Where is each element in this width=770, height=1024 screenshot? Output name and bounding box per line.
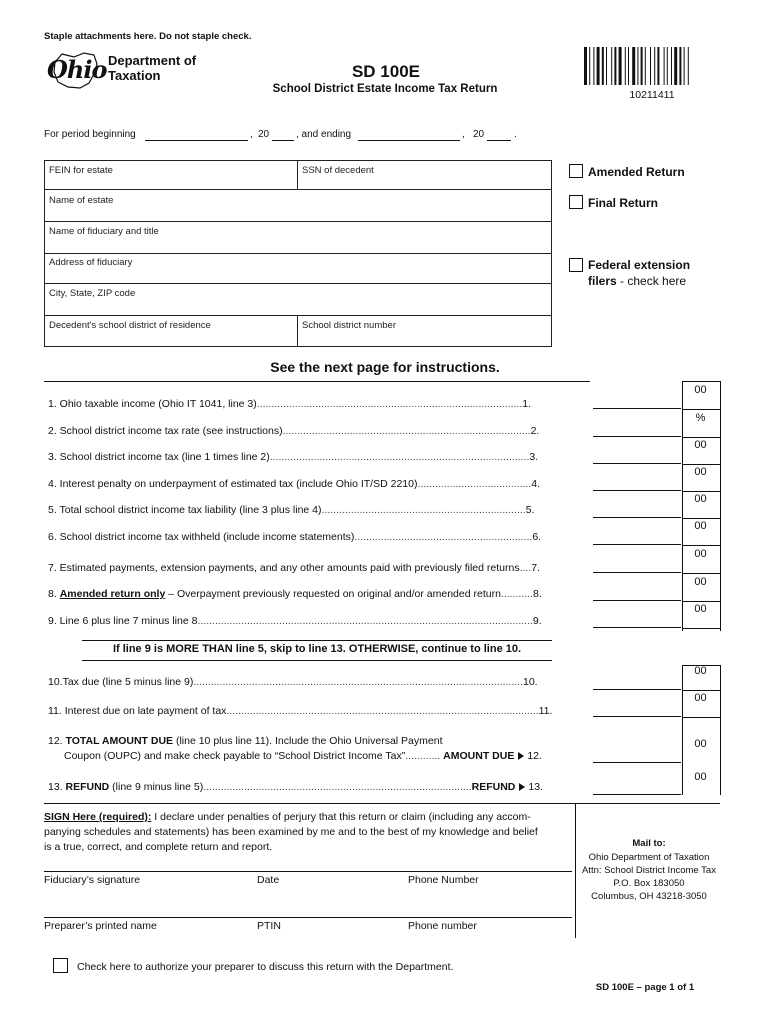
line-description: 11. Interest due on late payment of tax xyxy=(48,705,227,717)
ssn-label: SSN of decedent xyxy=(302,165,374,176)
cents-suffix: 00 xyxy=(694,384,707,396)
sign-here-heading: SIGN Here (required): xyxy=(44,811,152,823)
leader-dots: ............................................................. xyxy=(354,531,533,543)
amount-underline xyxy=(593,716,681,717)
line-description: 10.Tax due (line 5 minus line 9) xyxy=(48,676,194,688)
period-comma: , xyxy=(462,129,465,140)
cents-suffix: 00 xyxy=(694,466,707,478)
amount-underline xyxy=(593,762,681,763)
line-ref: 2. xyxy=(530,425,540,437)
line-12-text-2 xyxy=(64,750,594,762)
amount-underline xyxy=(593,627,681,628)
barcode-bar xyxy=(684,47,685,85)
barcode-bar xyxy=(664,47,665,85)
line-description: 5. Total school district income tax liability (line 3 plus line 4) xyxy=(48,504,322,516)
cents-suffix: 00 xyxy=(694,771,707,783)
cents-divider xyxy=(682,491,720,492)
leader-dots: ......................................................................................... xyxy=(269,451,530,463)
amended-return-only-text: Amended return only xyxy=(59,588,166,600)
barcode-bar xyxy=(597,47,600,85)
barcode-bar xyxy=(584,47,587,85)
federal-extension-label: Federal extension xyxy=(588,258,691,272)
line-item xyxy=(48,615,588,627)
staple-note: Staple attachments here. Do not staple check. xyxy=(44,31,252,42)
barcode-bar xyxy=(632,47,635,85)
ohio-logo xyxy=(44,50,107,92)
signature-declaration xyxy=(44,810,572,855)
barcode-bar xyxy=(602,47,604,85)
cents-suffix: 00 xyxy=(694,548,707,560)
and-ending-label: , and ending xyxy=(296,129,352,140)
divider xyxy=(82,660,552,661)
line-ref: 5. xyxy=(525,504,535,516)
barcode-bar xyxy=(628,47,629,85)
logo-text: Ohio xyxy=(47,55,107,84)
line-12-ref: 12. xyxy=(527,750,542,762)
line-13-number: 13. xyxy=(48,781,66,793)
fiduciary-name-label: Name of fiduciary and title xyxy=(49,226,159,237)
line-description: 7. Estimated payments, extension payments, and any other amounts paid with previously filed returns xyxy=(48,562,520,574)
line-ref: 3. xyxy=(529,451,539,463)
phone-number-label: Phone Number xyxy=(408,874,479,886)
line-item xyxy=(48,478,588,490)
period-begin-field[interactable] xyxy=(145,140,248,141)
line-item xyxy=(48,588,588,600)
mail-line-4: Columbus, OH 43218-3050 xyxy=(591,891,707,902)
cents-divider xyxy=(682,545,720,546)
line-ref: 4. xyxy=(531,478,541,490)
line-item xyxy=(48,398,588,410)
preparer-name-field[interactable] xyxy=(44,917,572,918)
amount-underline xyxy=(593,490,681,491)
barcode-bar xyxy=(679,47,681,85)
amount-underline xyxy=(593,572,681,573)
amount-underline xyxy=(593,463,681,464)
cents-divider xyxy=(682,464,720,465)
page-footer: SD 100E – page 1 of 1 xyxy=(595,982,695,993)
leader-dots: ................................................................................................................... xyxy=(197,615,533,627)
estate-name-label: Name of estate xyxy=(49,195,114,206)
line-description: 2. School district income tax rate (see instructions) xyxy=(48,425,283,437)
line-ref: 9. xyxy=(532,615,542,627)
final-return-label: Final Return xyxy=(588,196,659,210)
cents-suffix: 00 xyxy=(694,603,707,615)
mail-divider xyxy=(575,803,576,938)
amount-underline xyxy=(593,689,681,690)
line-13-text xyxy=(48,781,588,793)
amount-column-border xyxy=(720,381,721,631)
line-description: 1. Ohio taxable income (Ohio IT 1041, line 3) xyxy=(48,398,257,410)
line-ref: 1. xyxy=(522,398,531,410)
mail-line-2: Attn: School District Income Tax xyxy=(582,865,716,876)
line-description: 3. School district income tax (line 1 times line 2) xyxy=(48,451,270,463)
mail-heading: Mail to: xyxy=(632,838,666,849)
line-ref: 8. xyxy=(533,588,542,600)
cents-suffix: 00 xyxy=(694,576,707,588)
barcode-bar xyxy=(645,47,646,85)
agency-name-line2: Taxation xyxy=(108,68,161,83)
cents-suffix: 00 xyxy=(694,738,707,750)
year-prefix: 20 xyxy=(473,129,485,140)
check-here-text: - check here xyxy=(616,274,687,288)
barcode-bar xyxy=(641,47,643,85)
line-12-desc: (line 10 plus line 11). Include the Ohio Universal Payment xyxy=(173,735,443,747)
estate-name-field[interactable] xyxy=(44,189,552,222)
period-end-year-field[interactable] xyxy=(487,140,511,141)
fiduciary-address-label: Address of fiduciary xyxy=(49,257,133,268)
leader-dots: .... xyxy=(519,562,532,574)
period-end-field[interactable] xyxy=(358,140,460,141)
amount-underline xyxy=(593,600,681,601)
period-comma: , xyxy=(250,129,253,140)
barcode-bar xyxy=(593,47,594,85)
amount-underline xyxy=(593,408,681,409)
divider xyxy=(44,381,590,382)
amended-return-label: Amended Return xyxy=(588,165,685,179)
city-state-zip-label: City, State, ZIP code xyxy=(49,288,136,299)
barcode-bar xyxy=(606,47,607,85)
declaration-text: is a true, correct, and complete return and report. xyxy=(44,841,273,853)
phone-number-2-label: Phone number xyxy=(408,920,477,932)
school-district-label: Decedent's school district of residence xyxy=(49,320,211,331)
authorize-preparer-label: Check here to authorize your preparer to discuss this return with the Department. xyxy=(77,961,454,973)
federal-extension-sublabel xyxy=(588,274,686,288)
form-title: School District Estate Income Tax Return xyxy=(272,83,498,95)
instructions-note: See the next page for instructions. xyxy=(270,359,500,375)
barcode-bar xyxy=(674,47,677,85)
line-13-ref: 13. xyxy=(528,781,543,793)
cents-suffix: 00 xyxy=(694,692,707,704)
leader-dots: ........... xyxy=(500,588,534,600)
filers-text: filers xyxy=(588,274,617,288)
cents-divider xyxy=(682,717,720,718)
leader-dots: ............................................................................................ xyxy=(203,781,472,793)
cents-divider xyxy=(682,601,720,602)
line-12-desc2: Coupon (OUPC) and make check payable to “School District Income Tax” xyxy=(64,750,406,762)
fiduciary-signature-label: Fiduciary’s signature xyxy=(44,874,141,886)
cents-divider xyxy=(682,573,720,574)
cents-divider xyxy=(682,409,720,410)
barcode-bar xyxy=(619,47,622,85)
amount-underline xyxy=(593,544,681,545)
line-ref: 11. xyxy=(538,705,553,717)
line-12-number: 12. xyxy=(48,735,66,747)
amount-column-border xyxy=(720,665,721,795)
fiduciary-signature-field[interactable] xyxy=(44,871,572,872)
divider xyxy=(44,803,720,804)
barcode-bar xyxy=(654,47,655,85)
district-number-label: School district number xyxy=(302,320,396,331)
divider xyxy=(82,640,552,641)
refund-bold: REFUND xyxy=(65,781,110,793)
period-end-dot: . xyxy=(514,129,517,140)
line-description: – Overpayment previously requested on original and/or amended return xyxy=(165,588,501,600)
barcode-bar xyxy=(625,47,626,85)
amount-underline xyxy=(593,517,681,518)
agency-name-line1: Department of xyxy=(108,53,197,68)
line-number: 8. xyxy=(48,588,60,600)
leader-dots: ..................................................................................... xyxy=(282,425,531,437)
preparer-name-label: Preparer’s printed name xyxy=(44,920,157,932)
line-item xyxy=(48,451,588,463)
cents-suffix: 00 xyxy=(694,439,707,451)
cents-divider xyxy=(682,628,720,629)
final-return-checkbox[interactable] xyxy=(569,195,583,209)
authorize-preparer-checkbox[interactable] xyxy=(53,958,68,973)
amount-due-label: AMOUNT DUE xyxy=(443,750,515,762)
barcode xyxy=(584,47,722,85)
period-begin-year-field[interactable] xyxy=(272,140,294,141)
barcode-bar xyxy=(589,47,590,85)
line-12-text xyxy=(48,735,588,747)
leader-dots: ........................................................................................................... xyxy=(226,705,539,717)
line-ref: 7. xyxy=(531,562,541,574)
line-ref: 10. xyxy=(523,676,538,688)
form-number: 10211411 xyxy=(629,89,675,101)
date-label: Date xyxy=(257,874,280,886)
ptin-label: PTIN xyxy=(257,920,281,932)
amount-underline xyxy=(593,794,681,795)
leader-dots: ...................................................................... xyxy=(321,504,526,516)
barcode-bar xyxy=(657,47,659,85)
period-begin-label: For period beginning xyxy=(44,129,136,140)
barcode-bar xyxy=(667,47,668,85)
barcode-bar xyxy=(688,47,689,85)
amount-column-top xyxy=(682,381,720,382)
skip-note: If line 9 is MORE THAN line 5, skip to line 13. OTHERWISE, continue to line 10. xyxy=(112,643,522,655)
leader-dots: ....................................... xyxy=(417,478,532,490)
line-item xyxy=(48,705,588,717)
barcode-bar xyxy=(614,47,616,85)
amended-return-checkbox[interactable] xyxy=(569,164,583,178)
line-item xyxy=(48,425,588,437)
line-description: 6. School district income tax withheld (include income statements) xyxy=(48,531,355,543)
line-item xyxy=(48,531,588,543)
line-item xyxy=(48,676,588,688)
declaration-text: I declare under penalties of perjury that this return or claim (including any accom- xyxy=(151,811,531,823)
barcode-bar xyxy=(650,47,651,85)
line-description: 4. Interest penalty on underpayment of estimated tax (include Ohio IT/SD 2210) xyxy=(48,478,418,490)
leader-dots: ............ xyxy=(405,750,441,762)
cents-suffix: % xyxy=(695,412,706,424)
cents-divider xyxy=(682,437,720,438)
line-item xyxy=(48,562,588,574)
cents-suffix: 00 xyxy=(694,493,707,505)
total-amount-due-bold: TOTAL AMOUNT DUE xyxy=(65,735,174,747)
barcode-bar xyxy=(611,47,612,85)
form-id: SD 100E xyxy=(351,62,421,81)
mail-line-1: Ohio Department of Taxation xyxy=(588,852,710,863)
cents-suffix: 00 xyxy=(694,520,707,532)
leader-dots: ................................................................................................................. xyxy=(193,676,523,688)
barcode-bar xyxy=(671,47,672,85)
fein-label: FEIN for estate xyxy=(49,165,113,176)
amount-underline xyxy=(593,436,681,437)
line-item xyxy=(48,504,588,516)
barcode-bar xyxy=(637,47,638,85)
refund-label: REFUND xyxy=(471,781,516,793)
leader-dots: ........................................................................................... xyxy=(256,398,523,410)
line-ref: 6. xyxy=(532,531,542,543)
line-description: 9. Line 6 plus line 7 minus line 8 xyxy=(48,615,198,627)
federal-extension-checkbox[interactable] xyxy=(569,258,583,272)
arrow-right-icon xyxy=(519,783,525,791)
year-prefix: 20 xyxy=(258,129,270,140)
cents-divider xyxy=(682,518,720,519)
mail-line-3: P.O. Box 183050 xyxy=(613,878,685,889)
cents-divider xyxy=(682,690,720,691)
arrow-right-icon xyxy=(518,752,524,760)
line-13-desc: (line 9 minus line 5) xyxy=(109,781,204,793)
declaration-text: panying schedules and statements) has been examined by me and to the best of my knowledge and belief xyxy=(44,826,538,838)
cents-suffix: 00 xyxy=(694,665,707,677)
